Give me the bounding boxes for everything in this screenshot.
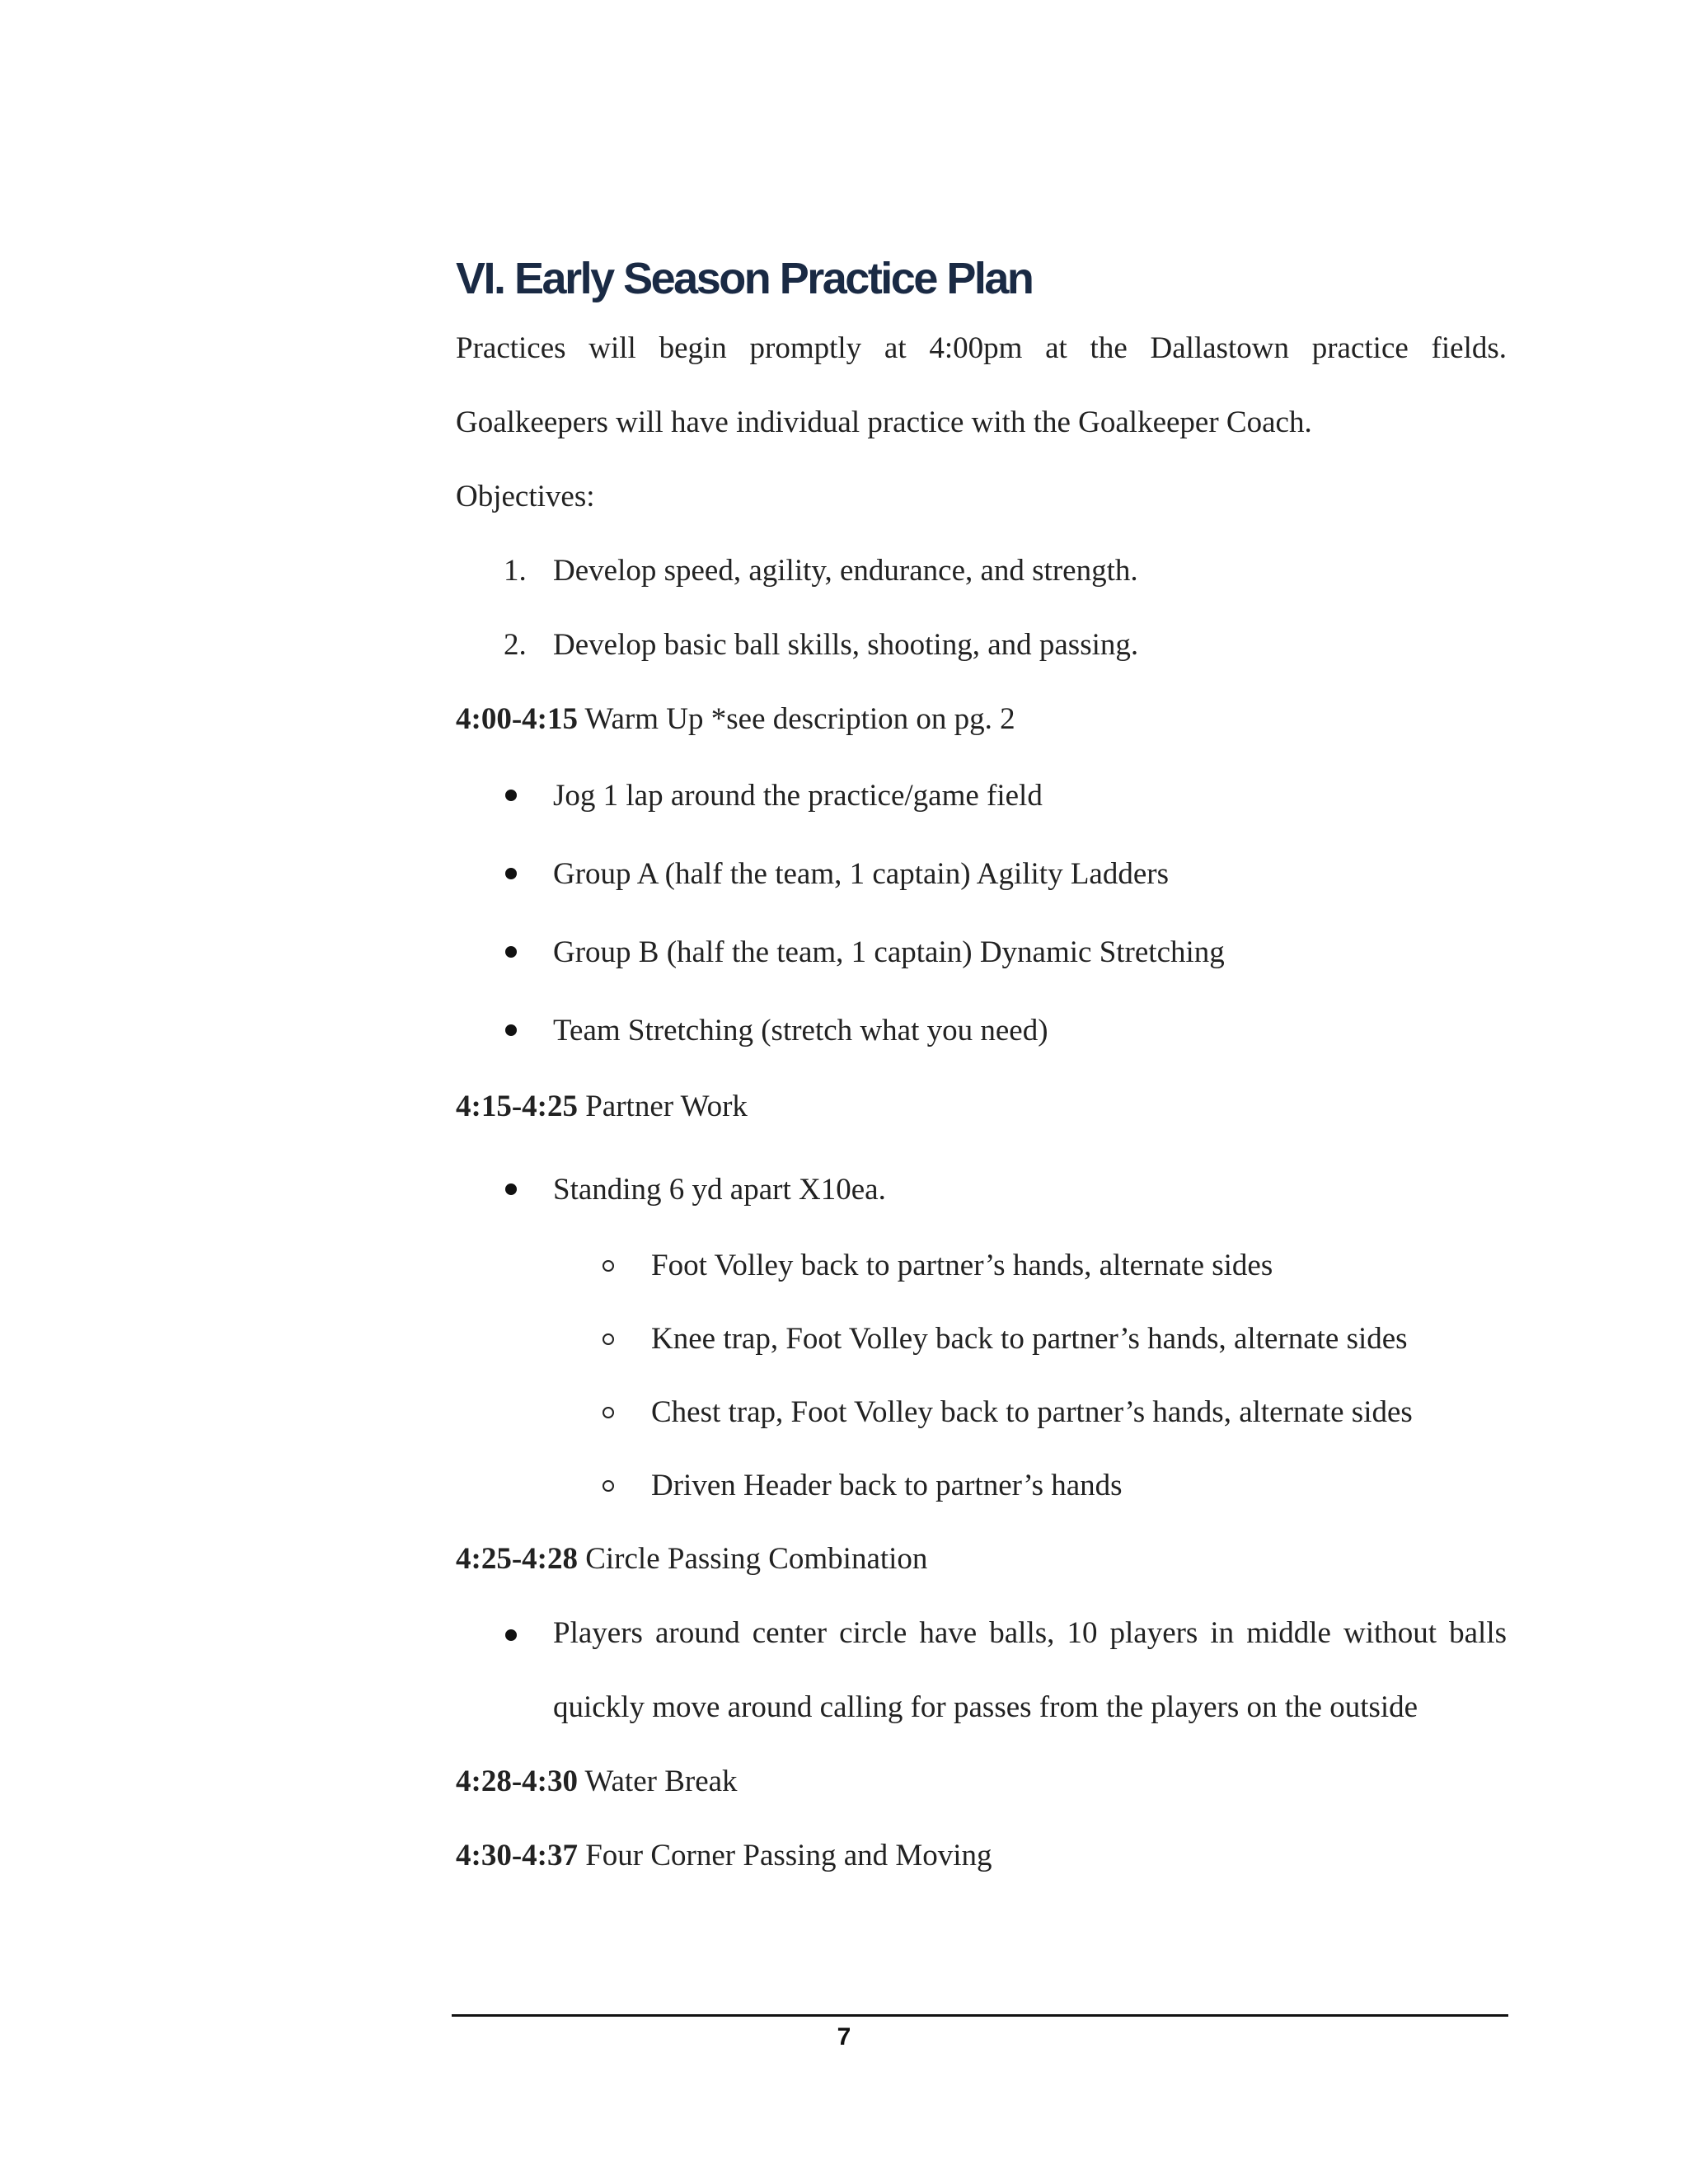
sub-bullet-item xyxy=(456,1376,1507,1449)
objective-item xyxy=(456,608,1507,682)
schedule-block-heading xyxy=(456,1819,1507,1893)
objective-text: Develop basic ball skills, shooting, and passing. xyxy=(553,628,1139,662)
bullet-icon xyxy=(505,1629,517,1641)
bullet-item xyxy=(456,1596,1507,1745)
schedule-block-heading xyxy=(456,1070,1507,1144)
block-title: Water Break xyxy=(577,1765,738,1798)
schedule-block-heading xyxy=(456,1522,1507,1596)
bullet-text: Jog 1 lap around the practice/game field xyxy=(553,779,1043,813)
time-range: 4:15-4:25 xyxy=(456,1090,578,1123)
hollow-bullet-icon xyxy=(603,1407,614,1418)
sub-bullet-text: Chest trap, Foot Volley back to partner’s hands, alternate sides xyxy=(651,1395,1413,1429)
section-heading: VI. Early Season Practice Plan xyxy=(456,254,1033,303)
bullet-item xyxy=(456,913,1507,991)
footer-divider xyxy=(452,2014,1508,2017)
objectives-label: Objectives: xyxy=(456,480,595,513)
intro-paragraph: Practices will begin promptly at 4:00pm at the Dallastown practice fields. Goalkeepers will have individual practice with the Goalkeeper Coach. xyxy=(456,331,1507,439)
time-range: 4:28-4:30 xyxy=(456,1765,578,1798)
sub-bullet-item xyxy=(456,1302,1507,1376)
bullet-icon xyxy=(505,1183,517,1195)
block-title: Four Corner Passing and Moving xyxy=(577,1839,992,1872)
bullet-item xyxy=(456,1151,1507,1229)
sub-bullet-item xyxy=(456,1449,1507,1522)
block-title: Warm Up *see description on pg. 2 xyxy=(577,702,1015,736)
bullet-icon xyxy=(505,868,517,879)
page-content xyxy=(456,247,1507,1893)
sub-bullet-text: Foot Volley back to partner’s hands, alternate sides xyxy=(651,1249,1273,1282)
schedule-block-heading xyxy=(456,682,1507,757)
bullet-text: Players around center circle have balls, 10 players in middle without balls quickly move around calling for passes from the players on the outside xyxy=(553,1616,1507,1724)
hollow-bullet-icon xyxy=(603,1480,614,1492)
block-title: Partner Work xyxy=(577,1090,748,1123)
hollow-bullet-icon xyxy=(603,1333,614,1345)
bullet-text: Group B (half the team, 1 captain) Dynamic Stretching xyxy=(553,935,1225,969)
bullet-icon xyxy=(505,1024,517,1036)
objective-text: Develop speed, agility, endurance, and strength. xyxy=(553,554,1138,588)
page-number: 7 xyxy=(837,2023,851,2050)
bullet-icon xyxy=(505,790,517,801)
schedule-block-heading xyxy=(456,1745,1507,1819)
sub-bullet-text: Driven Header back to partner’s hands xyxy=(651,1469,1123,1502)
sub-bullet-text: Knee trap, Foot Volley back to partner’s hands, alternate sides xyxy=(651,1322,1408,1356)
bullet-item xyxy=(456,757,1507,835)
bullet-text: Group A (half the team, 1 captain) Agility Ladders xyxy=(553,857,1169,891)
block-title: Circle Passing Combination xyxy=(577,1542,928,1576)
bullet-text: Team Stretching (stretch what you need) xyxy=(553,1014,1048,1047)
time-range: 4:25-4:28 xyxy=(456,1542,578,1576)
list-number: 1. xyxy=(504,554,527,588)
bullet-item xyxy=(456,835,1507,913)
objective-item xyxy=(456,534,1507,608)
bullet-text: Standing 6 yd apart X10ea. xyxy=(553,1173,886,1207)
bullet-icon xyxy=(505,946,517,958)
list-number: 2. xyxy=(504,628,527,662)
time-range: 4:00-4:15 xyxy=(456,702,578,736)
hollow-bullet-icon xyxy=(603,1260,614,1272)
time-range: 4:30-4:37 xyxy=(456,1839,578,1872)
sub-bullet-item xyxy=(456,1229,1507,1302)
bullet-item xyxy=(456,991,1507,1070)
